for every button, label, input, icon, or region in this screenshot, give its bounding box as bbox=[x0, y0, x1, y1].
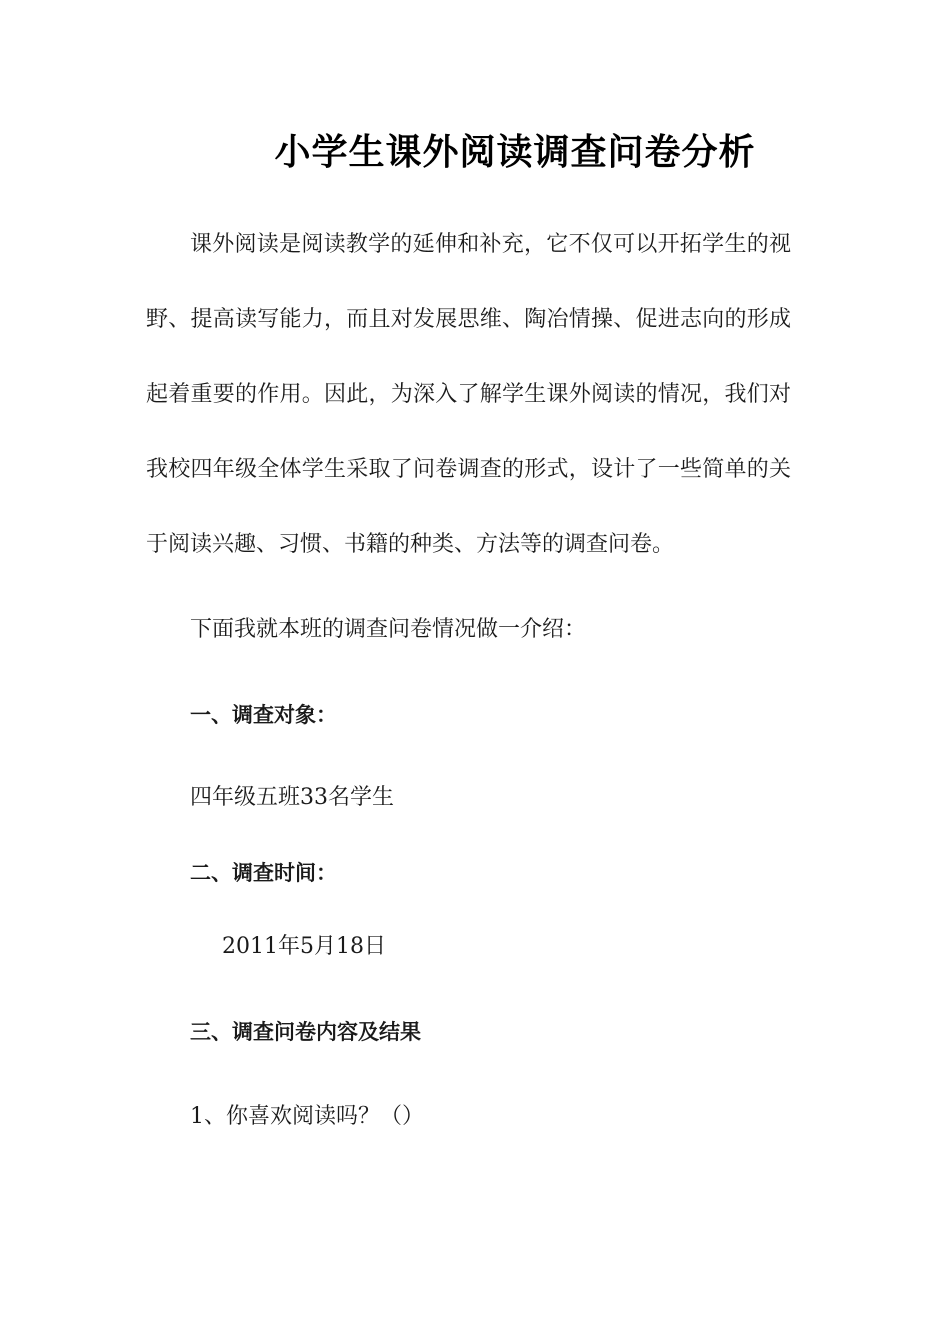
section-2-content: 2011年5月18日 bbox=[222, 934, 386, 959]
intro-line-5: 于阅读兴趣、习惯、书籍的种类、方法等的调查问卷。 bbox=[146, 532, 675, 557]
document-title: 小学生课外阅读调查问卷分析 bbox=[274, 132, 756, 173]
question-1: 1、你喜欢阅读吗？（） bbox=[190, 1104, 424, 1129]
section-1-heading: 一、调查对象： bbox=[190, 703, 337, 727]
intro-line-3: 起着重要的作用。因此，为深入了解学生课外阅读的情况，我们对 bbox=[146, 382, 791, 407]
section-2-heading: 二、调查时间： bbox=[190, 861, 337, 885]
intro-line-4: 我校四年级全体学生采取了问卷调查的形式，设计了一些简单的关 bbox=[146, 457, 791, 482]
intro-line-1: 课外阅读是阅读教学的延伸和补充，它不仅可以开拓学生的视 bbox=[190, 232, 791, 257]
section-1-content: 四年级五班33名学生 bbox=[190, 785, 394, 810]
lead-in-text: 下面我就本班的调查问卷情况做一介绍： bbox=[190, 617, 587, 642]
section-3-heading: 三、调查问卷内容及结果 bbox=[190, 1020, 421, 1044]
intro-line-2: 野、提高读写能力，而且对发展思维、陶冶情操、促进志向的形成 bbox=[146, 307, 791, 332]
